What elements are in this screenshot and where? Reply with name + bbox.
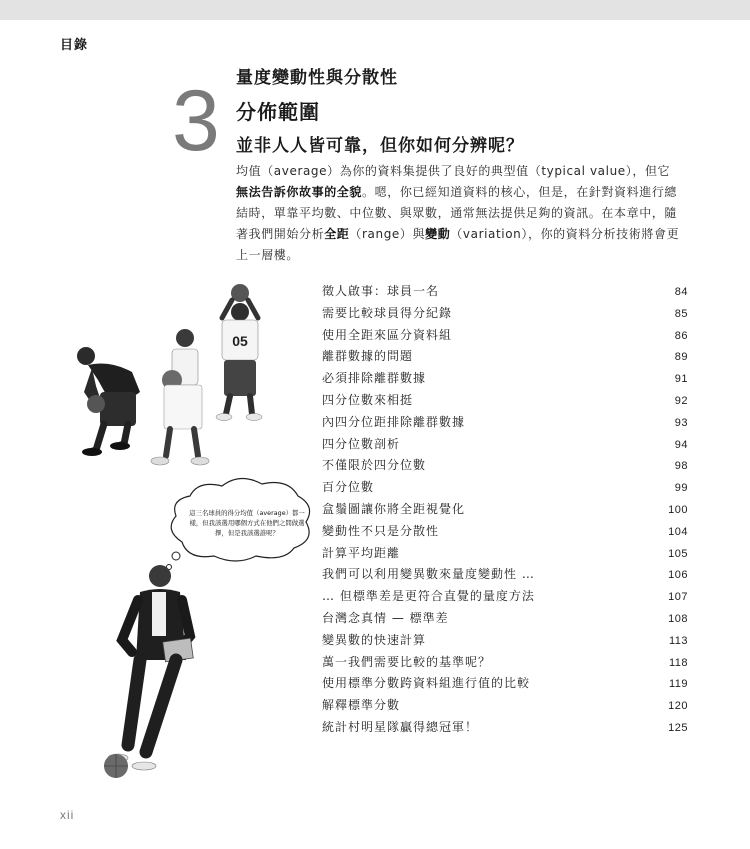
basketball-player-icon [77,347,140,456]
intro-text: 。嗯，你已經知道資料的核心，但是，在針對資料進行總結時，單靠平均數、中位數、與眾數，通常無法提供足夠的資訊。在本章中，隨著我們開始分析 [236,185,678,241]
toc-header: 目錄 [60,38,89,53]
toc-entry-title: 解釋標準分數 [322,698,401,713]
toc-entry-title: … 但標準差是更符合直覺的量度方法 [322,589,535,604]
toc-entry-title: 內四分位距排除離群數據 [322,414,466,429]
toc-entry-page: 108 [668,612,688,625]
toc-entry-title: 四分位數來相挺 [322,392,414,407]
intro-text: （range）與 [349,227,426,241]
basketball-icon [104,754,128,778]
toc-entry-page: 84 [674,286,688,298]
toc-entry-title: 計算平均距離 [322,545,401,560]
toc-entry-page: 91 [674,373,688,386]
toc-entry-page: 86 [674,329,688,342]
chapter-subtitle: 並非人人皆可靠，但你如何分辨呢？ [236,136,524,156]
toc-entry-title: 不僅限於四分位數 [322,458,427,473]
toc-entry-page: 119 [668,678,688,691]
intro-text: 均值（average）為你的資料集提供了良好的典型值（typical value），但它 [236,164,671,178]
toc-entry-page: 99 [674,482,688,495]
toc-entry-page: 92 [674,394,688,407]
intro-emphasis: 全距 [324,227,350,241]
basketball-player-icon [216,284,262,421]
toc-entry-title: 使用全距來區分資料組 [322,327,453,342]
toc-entry-title: 盒鬚圖讓你將全距視覺化 [322,501,466,516]
toc-entry-page: 120 [668,700,688,713]
toc-entry-title: 我們可以利用變異數來量度變動性 … [322,567,535,582]
toc-entry-page: 89 [674,351,688,364]
jersey-number: 05 [232,333,248,349]
toc-entry-title: 使用標準分數跨資料組進行值的比較 [322,676,531,691]
toc-entry-title: 必須排除離群數據 [322,371,427,386]
toc-entry-page: 118 [668,656,688,669]
toc-entry-page: 85 [674,307,688,320]
toc-entry-page: 105 [668,547,688,560]
chapter-number: 3 [172,73,220,169]
toc-entry-title: 需要比較球員得分紀錄 [322,305,453,320]
intro-emphasis: 無法告訴你故事的全貌 [236,185,363,199]
thought-bubble-text: 這三名球員的得分均值（average）都一樣，但我該選用哪個方式在他們之間做選擇，但是我該選誰呢？ [189,509,305,537]
toc-entry-page: 113 [668,634,688,647]
toc-entry-page: 104 [668,525,688,538]
toc-entry-title: 四分位數剖析 [322,436,401,451]
toc-entry-page: 98 [674,460,688,473]
toc-entry-title: 統計村明星隊贏得總冠軍！ [322,719,479,734]
toc-entry-title: 台灣念真情 — 標準差 [322,610,449,625]
toc-entry-page: 94 [674,438,688,451]
intro-emphasis: 變動 [425,227,451,241]
chapter-theme: 量度變動性與分散性 [236,68,398,88]
toc-entry-title: 百分位數 [322,480,375,495]
toc-entry-page: 100 [668,503,688,516]
toc-entry-page: 107 [668,591,688,604]
toc-entry-title: 變動性不只是分散性 [322,523,440,538]
toc-entry-page: 106 [668,569,688,582]
intro-text: （variation），你的資料分析技術將會更上一層樓。 [236,227,680,262]
toc-entry-page: 125 [668,721,688,734]
coach-icon [108,565,193,770]
basketball-player-icon [151,329,209,465]
toc-entry-page: 93 [674,416,688,429]
page-number: xii [60,808,75,822]
chapter-title: 分佈範圍 [236,100,320,124]
toc-entry-title: 徵人啟事：球員一名 [322,284,440,298]
toc-entry-title: 萬一我們需要比較的基準呢？ [322,654,492,669]
toc-entry-title: 離群數據的問題 [322,349,414,364]
toc-entry-title: 變異數的快速計算 [322,632,427,647]
